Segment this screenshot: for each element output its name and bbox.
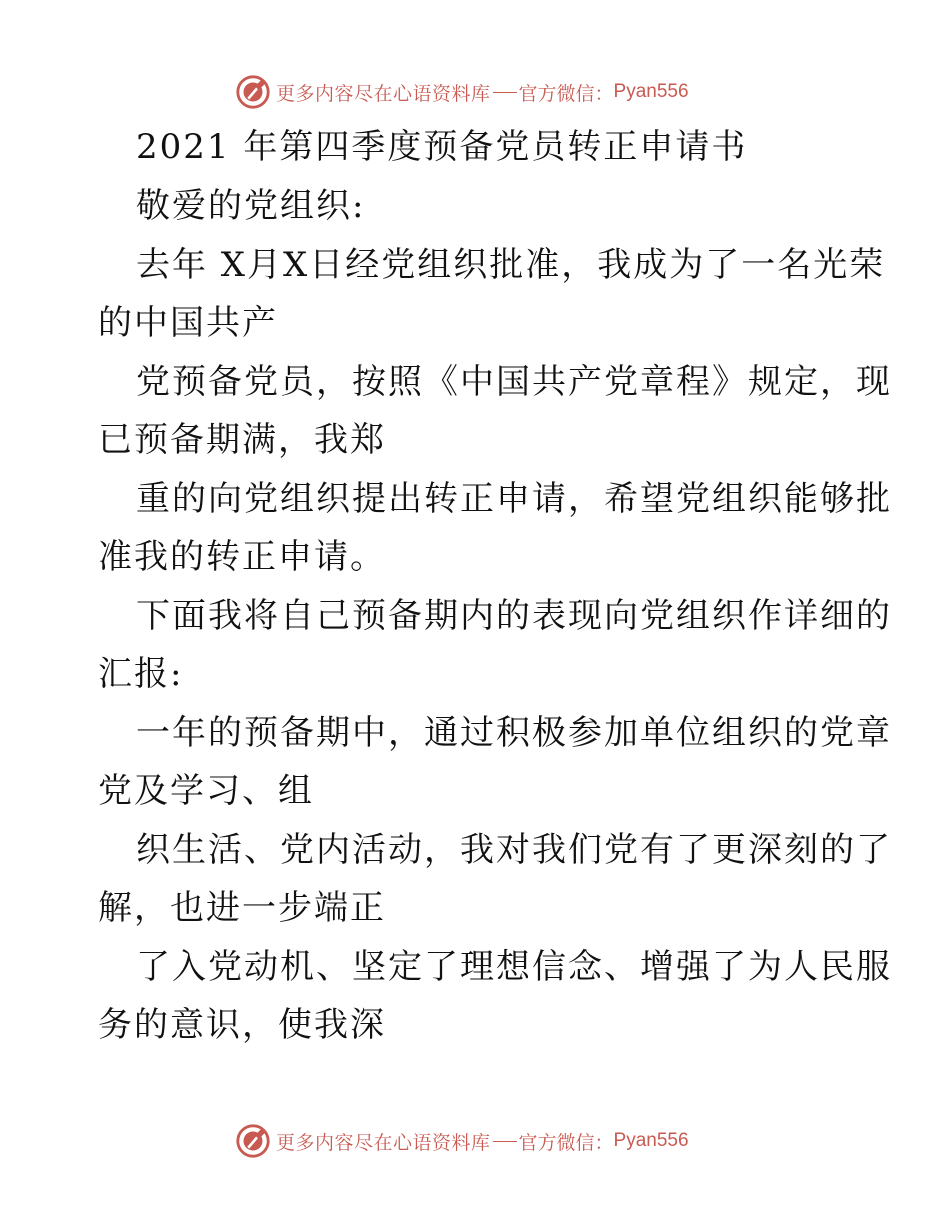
seal-logo-icon: [234, 73, 272, 111]
body-line: 去年 X月X日经党组织批准，我成为了一名光荣: [136, 245, 886, 285]
body-line: 了入党动机、坚定了理想信念、增强了为人民服: [136, 947, 892, 987]
watermark-wechat-id: Pyan556: [613, 81, 689, 102]
salutation: 敬爱的党组织:: [136, 186, 366, 226]
body-line: 解，也进一步端正: [98, 888, 386, 928]
body-line: 下面我将自己预备期内的表现向党组织作详细的: [136, 596, 892, 636]
seal-logo-icon: [234, 1122, 272, 1160]
body-line: 重的向党组织提出转正申请，希望党组织能够批: [136, 479, 892, 519]
watermark-wechat-id: Pyan556: [613, 1130, 689, 1151]
body-line: 党及学习、组: [98, 771, 314, 811]
footer-watermark: [234, 1121, 689, 1161]
watermark-wechat-label: 官方微信：: [518, 82, 614, 105]
body-line: 一年的预备期中，通过积极参加单位组织的党章: [136, 713, 892, 753]
header-watermark: [234, 72, 689, 112]
watermark-dash: [493, 92, 517, 93]
body-line: 务的意识，使我深: [98, 1005, 386, 1045]
watermark-site-text: 更多内容尽在心语资料库: [276, 1131, 491, 1154]
watermark-wechat-label: 官方微信：: [518, 1131, 614, 1154]
body-line: 的中国共产: [98, 303, 278, 343]
document-title: 2021 年第四季度预备党员转正申请书: [136, 127, 748, 167]
watermark-site-text: 更多内容尽在心语资料库: [276, 82, 491, 105]
body-line: 党预备党员，按照《中国共产党章程》规定，现: [136, 362, 892, 402]
body-line: 已预备期满，我郑: [98, 420, 386, 460]
body-line: 准我的转正申请。: [98, 537, 386, 577]
body-line: 汇报:: [98, 654, 184, 694]
body-line: 织生活、党内活动，我对我们党有了更深刻的了: [136, 830, 892, 870]
watermark-dash: [493, 1141, 517, 1142]
